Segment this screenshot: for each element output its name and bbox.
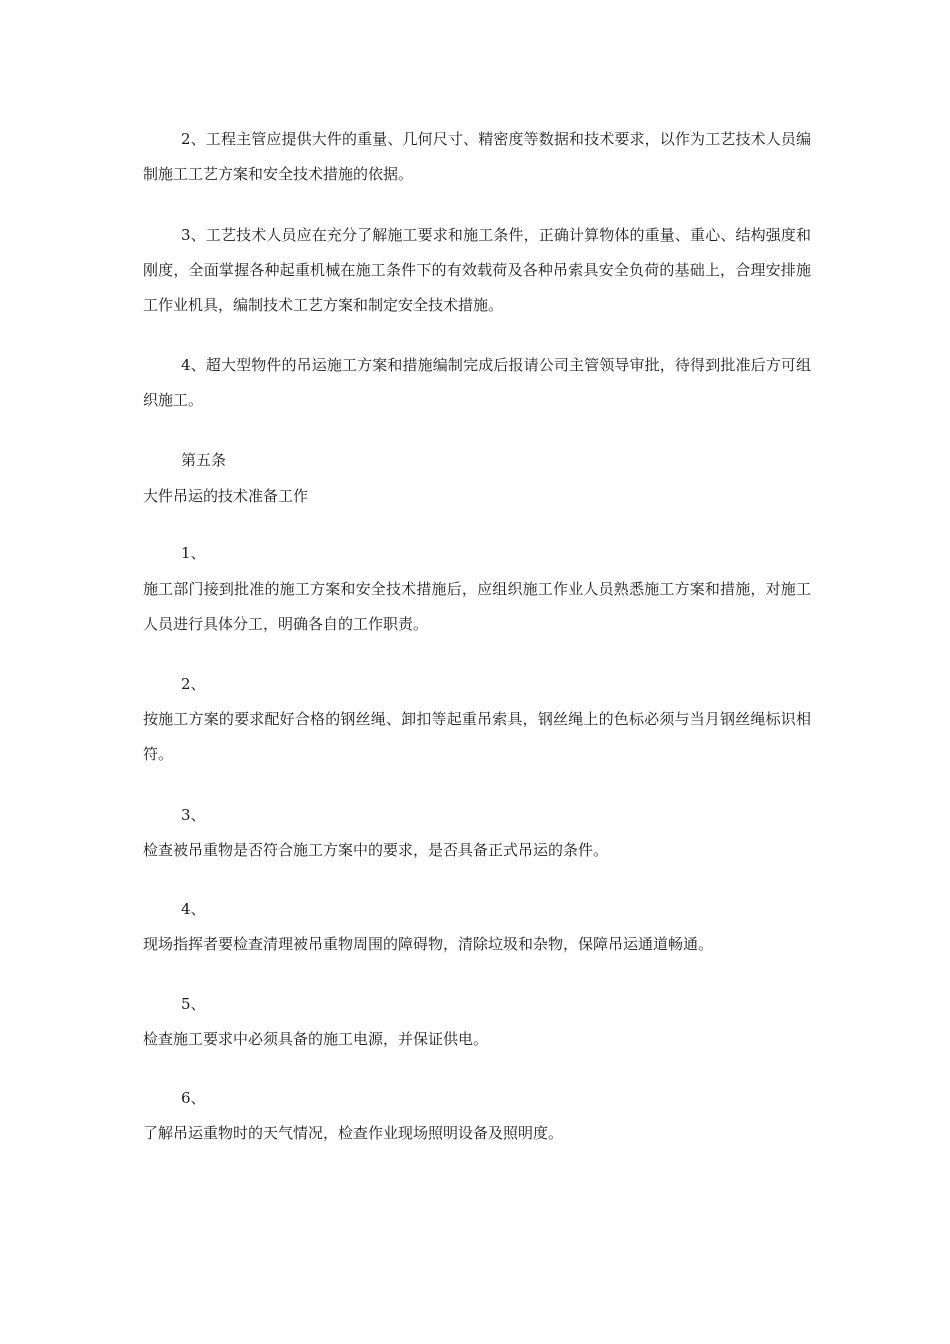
item-text: 检查被吊重物是否符合施工方案中的要求，是否具备正式吊运的条件。	[143, 841, 609, 859]
item-text: 按施工方案的要求配好合格的钢丝绳、卸扣等起重吊索具，钢丝绳上的色标必须与当月钢丝绳标识相符。	[143, 710, 811, 763]
paragraph-2: 2、工程主管应提供大件的重量、几何尺寸、精密度等数据和技术要求，以作为工艺技术人员编制施工工艺方案和安全技术措施的依据。	[143, 130, 811, 183]
item-number: 3、	[181, 806, 206, 824]
item-number: 6、	[181, 1089, 206, 1107]
item-text: 检查施工要求中必须具备的施工电源，并保证供电。	[143, 1030, 489, 1048]
article-number: 第五条	[181, 451, 227, 469]
item-number: 2、	[181, 675, 206, 693]
paragraph-4: 4、超大型物件的吊运施工方案和措施编制完成后报请公司主管领导审批，待得到批准后方可组织施工。	[143, 356, 811, 409]
item-text: 了解吊运重物时的天气情况，检查作业现场照明设备及照明度。	[143, 1124, 564, 1142]
item-text: 现场指挥者要检查清理被吊重物周围的障碍物，清除垃圾和杂物，保障吊运通道畅通。	[143, 935, 714, 953]
item-number: 1、	[181, 544, 206, 562]
article-title: 大件吊运的技术准备工作	[143, 487, 309, 505]
paragraph-3: 3、工艺技术人员应在充分了解施工要求和施工条件，正确计算物体的重量、重心、结构强度和刚度，全面掌握各种起重机械在施工条件下的有效载荷及各种吊索具安全负荷的基础上，合理安排施工作业机具，编制技术工艺方案和制定安全技术措施。	[143, 226, 811, 314]
item-text: 施工部门接到批准的施工方案和安全技术措施后，应组织施工作业人员熟悉施工方案和措施，对施工人员进行具体分工，明确各自的工作职责。	[143, 580, 811, 633]
item-number: 5、	[181, 995, 206, 1013]
item-number: 4、	[181, 900, 206, 918]
